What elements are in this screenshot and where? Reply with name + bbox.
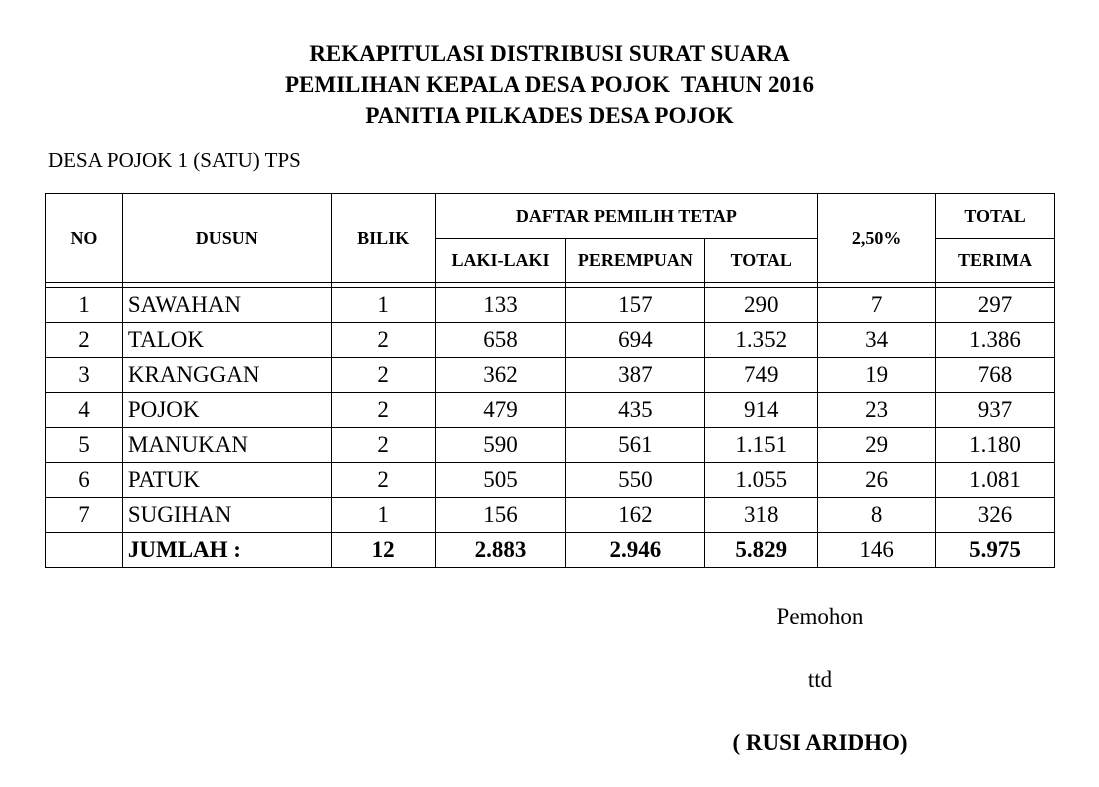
- cell-dusun: SAWAHAN: [122, 288, 331, 323]
- header-total-terima-1: TOTAL: [936, 194, 1055, 239]
- table-row: [46, 358, 1055, 393]
- cell-laki: 590: [435, 428, 566, 463]
- cell-terima: 1.180: [936, 428, 1055, 463]
- header-laki: LAKI-LAKI: [435, 239, 566, 283]
- total-bilik: 12: [331, 533, 435, 568]
- header-perempuan: PEREMPUAN: [566, 239, 705, 283]
- header-total-terima-2: TERIMA: [936, 239, 1055, 283]
- cell-dusun: POJOK: [122, 393, 331, 428]
- cell-dusun: PATUK: [122, 463, 331, 498]
- cell-terima: 1.386: [936, 323, 1055, 358]
- cell-dusun: SUGIHAN: [122, 498, 331, 533]
- cell-no: 4: [46, 393, 123, 428]
- cell-no: 5: [46, 428, 123, 463]
- cell-terima: 937: [936, 393, 1055, 428]
- cell-terima: 1.081: [936, 463, 1055, 498]
- cell-bilik: 1: [331, 498, 435, 533]
- cell-total: 1.151: [705, 428, 818, 463]
- cell-laki: 658: [435, 323, 566, 358]
- table-row: [46, 498, 1055, 533]
- cell-dusun: KRANGGAN: [122, 358, 331, 393]
- cell-bilik: 1: [331, 288, 435, 323]
- total-terima: 5.975: [936, 533, 1055, 568]
- total-total: 5.829: [705, 533, 818, 568]
- cell-perempuan: 694: [566, 323, 705, 358]
- tps-subtitle: DESA POJOK 1 (SATU) TPS: [48, 148, 301, 172]
- cell-no: 1: [46, 288, 123, 323]
- header-persen: 2,50%: [818, 194, 936, 283]
- header-bilik: BILIK: [331, 194, 435, 283]
- cell-total: 749: [705, 358, 818, 393]
- cell-persen: 34: [818, 323, 936, 358]
- cell-persen: 19: [818, 358, 936, 393]
- cell-laki: 156: [435, 498, 566, 533]
- signature-name: ( RUSI ARIDHO): [732, 730, 908, 755]
- cell-terima: 297: [936, 288, 1055, 323]
- header-total: TOTAL: [705, 239, 818, 283]
- cell-perempuan: 561: [566, 428, 705, 463]
- total-laki: 2.883: [435, 533, 566, 568]
- table-row: [46, 428, 1055, 463]
- cell-bilik: 2: [331, 393, 435, 428]
- cell-no: 2: [46, 323, 123, 358]
- cell-perempuan: 157: [566, 288, 705, 323]
- cell-persen: 29: [818, 428, 936, 463]
- cell-bilik: 2: [331, 323, 435, 358]
- cell-persen: 23: [818, 393, 936, 428]
- title-line-1: REKAPITULASI DISTRIBUSI SURAT SUARA: [309, 41, 790, 66]
- table-row: [46, 393, 1055, 428]
- total-no-cell: [46, 533, 123, 568]
- document-title: [0, 38, 1099, 131]
- header-dusun: DUSUN: [122, 194, 331, 283]
- cell-no: 7: [46, 498, 123, 533]
- cell-perempuan: 387: [566, 358, 705, 393]
- signature-ttd: ttd: [807, 667, 833, 692]
- cell-persen: 7: [818, 288, 936, 323]
- cell-no: 3: [46, 358, 123, 393]
- cell-total: 914: [705, 393, 818, 428]
- cell-laki: 505: [435, 463, 566, 498]
- cell-laki: 133: [435, 288, 566, 323]
- table-row: [46, 288, 1055, 323]
- cell-persen: 8: [818, 498, 936, 533]
- header-dpt: DAFTAR PEMILIH TETAP: [435, 194, 818, 239]
- table-row: [46, 463, 1055, 498]
- cell-persen: 26: [818, 463, 936, 498]
- cell-bilik: 2: [331, 358, 435, 393]
- cell-perempuan: 550: [566, 463, 705, 498]
- title-line-2: PEMILIHAN KEPALA DESA POJOK TAHUN 2016: [284, 72, 815, 97]
- cell-perempuan: 435: [566, 393, 705, 428]
- cell-bilik: 2: [331, 463, 435, 498]
- title-line-3: PANITIA PILKADES DESA POJOK: [365, 103, 734, 128]
- total-label: JUMLAH :: [122, 533, 331, 568]
- cell-terima: 326: [936, 498, 1055, 533]
- cell-no: 6: [46, 463, 123, 498]
- cell-dusun: TALOK: [122, 323, 331, 358]
- signature-role: Pemohon: [776, 604, 864, 629]
- cell-dusun: MANUKAN: [122, 428, 331, 463]
- cell-total: 1.352: [705, 323, 818, 358]
- cell-total: 318: [705, 498, 818, 533]
- cell-laki: 362: [435, 358, 566, 393]
- total-persen: 146: [818, 533, 936, 568]
- table-row: [46, 323, 1055, 358]
- cell-total: 1.055: [705, 463, 818, 498]
- distribution-table: [45, 193, 1055, 568]
- cell-laki: 479: [435, 393, 566, 428]
- header-no: NO: [46, 194, 123, 283]
- cell-bilik: 2: [331, 428, 435, 463]
- cell-terima: 768: [936, 358, 1055, 393]
- total-row: [46, 533, 1055, 568]
- cell-total: 290: [705, 288, 818, 323]
- total-perempuan: 2.946: [566, 533, 705, 568]
- cell-perempuan: 162: [566, 498, 705, 533]
